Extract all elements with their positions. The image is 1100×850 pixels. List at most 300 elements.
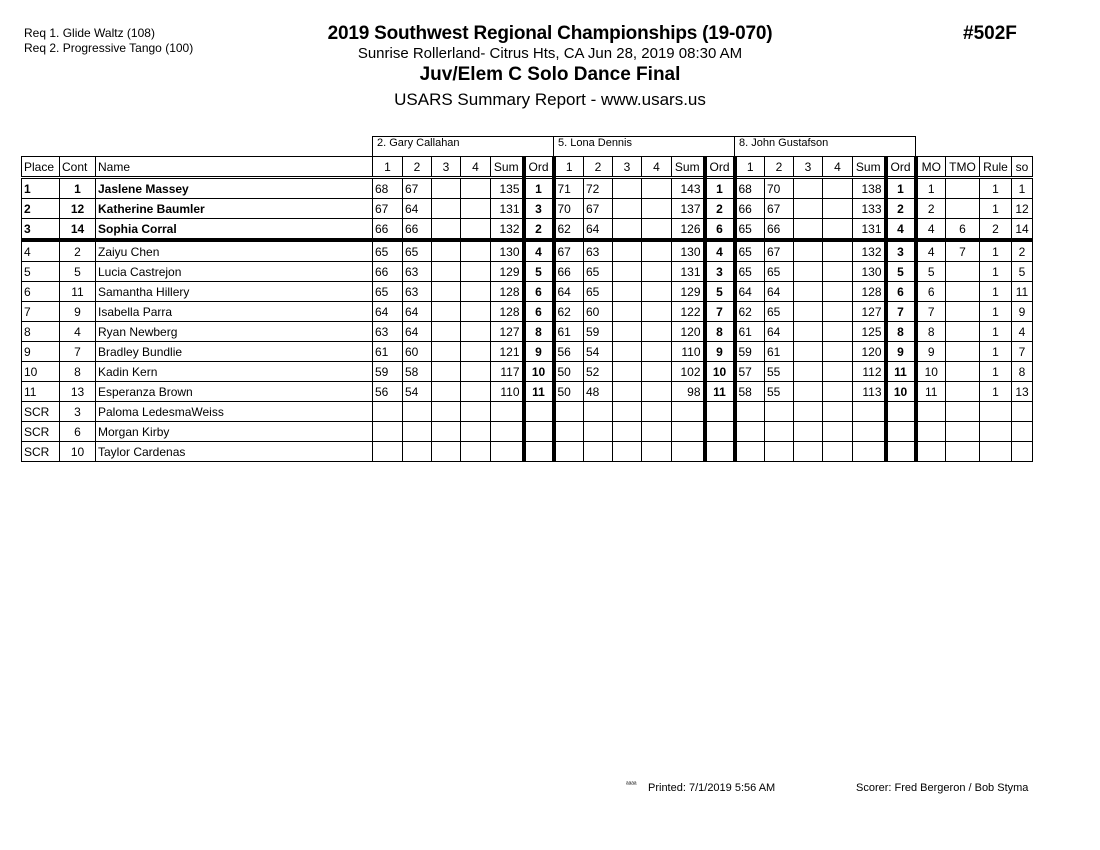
judge-1-sum: 129	[491, 262, 524, 282]
col-j1-2: 2	[403, 157, 432, 178]
judge-2-score-4	[642, 442, 672, 462]
judge-3-score-1: 62	[735, 302, 765, 322]
judge-1-ordinal: 2	[524, 219, 554, 241]
judge-3-score-2: 55	[765, 362, 794, 382]
judge-3-ordinal: 1	[886, 178, 916, 199]
judge-2-score-3	[613, 382, 642, 402]
judge-3-ordinal: 10	[886, 382, 916, 402]
judge-3-score-4	[823, 199, 853, 219]
so-cell: 2	[1012, 240, 1033, 262]
judge-3-sum: 125	[853, 322, 886, 342]
judge-3-score-2: 61	[765, 342, 794, 362]
judge-1-ordinal	[524, 422, 554, 442]
col-j1-4: 4	[461, 157, 491, 178]
skater-name-cell: Kadin Kern	[96, 362, 373, 382]
tmo-cell: 6	[946, 219, 980, 241]
judge-2-ordinal	[705, 442, 735, 462]
judge-1-score-4	[461, 442, 491, 462]
judge-1-score-2: 64	[403, 302, 432, 322]
judge-2-score-1: 62	[554, 219, 584, 241]
judge-2-score-2: 72	[584, 178, 613, 199]
judge-1-sum: 131	[491, 199, 524, 219]
judge-3-score-1: 61	[735, 322, 765, 342]
tmo-cell	[946, 282, 980, 302]
judge-2-score-1: 70	[554, 199, 584, 219]
judge-1-score-4	[461, 382, 491, 402]
table-row	[22, 362, 1033, 382]
judge-1-sum: 121	[491, 342, 524, 362]
tmo-cell	[946, 262, 980, 282]
rule-cell	[980, 442, 1012, 462]
judge-1-score-1: 65	[373, 282, 403, 302]
judge-2-score-3	[613, 262, 642, 282]
judge-2-ordinal: 9	[705, 342, 735, 362]
col-j2-4: 4	[642, 157, 672, 178]
col-tmo: TMO	[946, 157, 980, 178]
judge-2-sum: 130	[672, 240, 705, 262]
judge-1-score-1: 68	[373, 178, 403, 199]
skater-name-cell: Morgan Kirby	[96, 422, 373, 442]
tmo-cell	[946, 178, 980, 199]
judge-3-sum: 112	[853, 362, 886, 382]
judge-1-score-3	[432, 302, 461, 322]
place-cell: SCR	[22, 442, 60, 462]
cont-cell: 5	[60, 262, 96, 282]
judge-3-score-4	[823, 262, 853, 282]
tmo-cell	[946, 302, 980, 322]
judge-1-name: 2. Gary Callahan	[373, 137, 554, 157]
mo-cell	[916, 422, 946, 442]
cont-cell: 14	[60, 219, 96, 241]
table-row	[22, 219, 1033, 241]
judge-1-ordinal: 9	[524, 342, 554, 362]
judge-1-score-2: 64	[403, 322, 432, 342]
col-j3-ord: Ord	[886, 157, 916, 178]
judge-1-score-2: 67	[403, 178, 432, 199]
judge-3-score-1	[735, 422, 765, 442]
judge-3-ordinal: 7	[886, 302, 916, 322]
judge-3-score-3	[794, 402, 823, 422]
judge-1-sum: 128	[491, 302, 524, 322]
judge-2-score-1: 66	[554, 262, 584, 282]
judge-1-score-2: 65	[403, 240, 432, 262]
col-j1-1: 1	[373, 157, 403, 178]
judge-2-score-1: 50	[554, 362, 584, 382]
judge-1-score-2: 63	[403, 262, 432, 282]
judge-1-score-1: 66	[373, 262, 403, 282]
judge-2-ordinal: 4	[705, 240, 735, 262]
judge-3-sum: 113	[853, 382, 886, 402]
judge-1-sum: 117	[491, 362, 524, 382]
judge-1-ordinal: 3	[524, 199, 554, 219]
tmo-cell	[946, 322, 980, 342]
place-cell: 9	[22, 342, 60, 362]
skater-name-cell: Isabella Parra	[96, 302, 373, 322]
cont-cell: 8	[60, 362, 96, 382]
judge-1-score-1: 67	[373, 199, 403, 219]
mo-cell: 2	[916, 199, 946, 219]
judge-3-sum: 127	[853, 302, 886, 322]
judge-2-sum: 98	[672, 382, 705, 402]
judge-2-sum: 137	[672, 199, 705, 219]
judge-1-score-4	[461, 402, 491, 422]
so-cell: 5	[1012, 262, 1033, 282]
judge-2-score-2: 63	[584, 240, 613, 262]
judge-3-score-2: 64	[765, 322, 794, 342]
judge-3-sum	[853, 422, 886, 442]
judge-3-score-3	[794, 422, 823, 442]
tmo-cell	[946, 402, 980, 422]
judge-1-score-1	[373, 422, 403, 442]
mo-cell: 5	[916, 262, 946, 282]
tmo-cell	[946, 442, 980, 462]
col-name: Name	[96, 157, 373, 178]
mo-cell: 8	[916, 322, 946, 342]
judge-3-score-3	[794, 362, 823, 382]
judge-2-sum: 131	[672, 262, 705, 282]
judge-1-sum	[491, 422, 524, 442]
judge-3-ordinal	[886, 442, 916, 462]
tmo-cell	[946, 362, 980, 382]
so-cell: 12	[1012, 199, 1033, 219]
col-j1-ord: Ord	[524, 157, 554, 178]
table-row	[22, 302, 1033, 322]
cont-cell: 7	[60, 342, 96, 362]
judge-1-score-2: 66	[403, 219, 432, 241]
place-cell: 7	[22, 302, 60, 322]
judge-1-sum: 135	[491, 178, 524, 199]
judge-1-score-3	[432, 199, 461, 219]
table-row	[22, 442, 1033, 462]
judge-1-sum: 130	[491, 240, 524, 262]
place-cell: 2	[22, 199, 60, 219]
judge-3-ordinal: 4	[886, 219, 916, 241]
mo-cell: 4	[916, 240, 946, 262]
judge-1-score-1: 66	[373, 219, 403, 241]
judge-1-score-1: 59	[373, 362, 403, 382]
so-cell: 7	[1012, 342, 1033, 362]
place-cell: 8	[22, 322, 60, 342]
mo-cell	[916, 442, 946, 462]
report-title: USARS Summary Report - www.usars.us	[394, 90, 706, 109]
judge-3-score-4	[823, 219, 853, 241]
judge-1-sum: 132	[491, 219, 524, 241]
table-row	[22, 282, 1033, 302]
judge-2-score-1: 64	[554, 282, 584, 302]
judge-2-ordinal: 1	[705, 178, 735, 199]
skater-name-cell: Esperanza Brown	[96, 382, 373, 402]
judge-3-score-3	[794, 442, 823, 462]
rule-cell	[980, 422, 1012, 442]
judge-3-ordinal: 3	[886, 240, 916, 262]
judge-2-score-3	[613, 402, 642, 422]
skater-name-cell: Zaiyu Chen	[96, 240, 373, 262]
judge-2-score-3	[613, 342, 642, 362]
judge-3-score-2: 70	[765, 178, 794, 199]
judge-1-score-3	[432, 402, 461, 422]
judge-2-score-1: 71	[554, 178, 584, 199]
judge-2-score-3	[613, 219, 642, 241]
judge-3-score-1: 66	[735, 199, 765, 219]
judge-1-sum: 127	[491, 322, 524, 342]
col-so: so	[1012, 157, 1033, 178]
cont-cell: 11	[60, 282, 96, 302]
judge-1-score-3	[432, 178, 461, 199]
so-cell: 11	[1012, 282, 1033, 302]
judge-3-score-2: 67	[765, 199, 794, 219]
judge-1-score-2: 54	[403, 382, 432, 402]
judge-3-sum: 133	[853, 199, 886, 219]
judge-2-score-1: 56	[554, 342, 584, 362]
judge-1-score-4	[461, 240, 491, 262]
judge-3-score-1: 58	[735, 382, 765, 402]
judge-3-score-3	[794, 199, 823, 219]
judge-2-score-3	[613, 322, 642, 342]
judge-3-score-3	[794, 322, 823, 342]
judge-2-sum	[672, 442, 705, 462]
mo-cell: 9	[916, 342, 946, 362]
judge-1-score-2: 63	[403, 282, 432, 302]
judge-2-score-4	[642, 322, 672, 342]
judge-3-score-4	[823, 342, 853, 362]
judge-2-sum: 110	[672, 342, 705, 362]
judge-3-ordinal	[886, 422, 916, 442]
skater-name-cell: Jaslene Massey	[96, 178, 373, 199]
judge-2-score-2: 67	[584, 199, 613, 219]
judge-2-score-3	[613, 422, 642, 442]
judge-3-sum	[853, 442, 886, 462]
judge-3-score-2	[765, 422, 794, 442]
judge-2-score-3	[613, 302, 642, 322]
judge-3-score-2: 65	[765, 262, 794, 282]
judge-3-score-1: 57	[735, 362, 765, 382]
judge-2-score-2: 48	[584, 382, 613, 402]
judge-2-ordinal: 10	[705, 362, 735, 382]
judge-1-score-3	[432, 362, 461, 382]
judge-1-score-1: 65	[373, 240, 403, 262]
judge-3-sum: 138	[853, 178, 886, 199]
cont-cell: 4	[60, 322, 96, 342]
cont-cell: 6	[60, 422, 96, 442]
judge-2-sum: 129	[672, 282, 705, 302]
judge-2-score-3	[613, 362, 642, 382]
judge-2-score-2: 52	[584, 362, 613, 382]
table-row	[22, 402, 1033, 422]
col-j2-3: 3	[613, 157, 642, 178]
judge-1-score-4	[461, 322, 491, 342]
col-j2-2: 2	[584, 157, 613, 178]
judge-2-ordinal: 8	[705, 322, 735, 342]
col-j2-1: 1	[554, 157, 584, 178]
cont-cell: 9	[60, 302, 96, 322]
column-header-row	[22, 157, 1033, 178]
col-place: Place	[22, 157, 60, 178]
judge-1-score-2	[403, 422, 432, 442]
skater-name-cell: Samantha Hillery	[96, 282, 373, 302]
judge-1-score-3	[432, 282, 461, 302]
judge-3-score-2: 55	[765, 382, 794, 402]
judge-3-score-4	[823, 382, 853, 402]
judge-1-ordinal: 6	[524, 302, 554, 322]
judge-3-score-3	[794, 262, 823, 282]
judge-2-ordinal	[705, 402, 735, 422]
judge-1-score-3	[432, 422, 461, 442]
mo-cell: 7	[916, 302, 946, 322]
mo-cell: 11	[916, 382, 946, 402]
judge-3-score-2	[765, 402, 794, 422]
scorer-names: Scorer: Fred Bergeron / Bob Styma	[856, 782, 1029, 794]
judge-1-score-1	[373, 442, 403, 462]
judge-1-ordinal: 6	[524, 282, 554, 302]
judge-1-score-4	[461, 422, 491, 442]
judge-2-sum: 120	[672, 322, 705, 342]
skater-name-cell: Taylor Cardenas	[96, 442, 373, 462]
judge-2-score-1: 61	[554, 322, 584, 342]
judge-1-sum	[491, 442, 524, 462]
judge-3-score-1: 64	[735, 282, 765, 302]
judge-3-ordinal: 9	[886, 342, 916, 362]
judge-3-score-3	[794, 178, 823, 199]
judge-1-score-1: 63	[373, 322, 403, 342]
judge-3-sum: 130	[853, 262, 886, 282]
judge-1-sum	[491, 402, 524, 422]
judge-3-ordinal: 2	[886, 199, 916, 219]
judge-2-score-4	[642, 382, 672, 402]
judge-2-sum	[672, 422, 705, 442]
judge-2-ordinal: 5	[705, 282, 735, 302]
judge-2-score-4	[642, 342, 672, 362]
judge-2-score-4	[642, 240, 672, 262]
judge-1-score-3	[432, 342, 461, 362]
table-row	[22, 342, 1033, 362]
place-cell: 6	[22, 282, 60, 302]
judge-3-score-4	[823, 302, 853, 322]
so-cell: 9	[1012, 302, 1033, 322]
rule-cell: 1	[980, 322, 1012, 342]
col-j3-2: 2	[765, 157, 794, 178]
judge-1-score-4	[461, 362, 491, 382]
cont-cell: 1	[60, 178, 96, 199]
judge-2-score-3	[613, 240, 642, 262]
judge-3-score-4	[823, 442, 853, 462]
rule-cell: 1	[980, 199, 1012, 219]
judge-2-score-1: 62	[554, 302, 584, 322]
judge-2-score-1	[554, 402, 584, 422]
place-cell: 11	[22, 382, 60, 402]
judge-2-score-4	[642, 219, 672, 241]
judge-3-score-1	[735, 402, 765, 422]
col-j1-sum: Sum	[491, 157, 524, 178]
judge-2-score-2: 64	[584, 219, 613, 241]
table-row	[22, 262, 1033, 282]
judge-1-score-3	[432, 219, 461, 241]
tmo-cell	[946, 382, 980, 402]
cont-cell: 3	[60, 402, 96, 422]
col-j1-3: 3	[432, 157, 461, 178]
judge-1-ordinal: 11	[524, 382, 554, 402]
judge-3-score-1: 59	[735, 342, 765, 362]
place-cell: SCR	[22, 402, 60, 422]
printed-timestamp: Printed: 7/1/2019 5:56 AM	[648, 782, 776, 794]
table-row	[22, 199, 1033, 219]
col-j3-3: 3	[794, 157, 823, 178]
judge-3-score-1: 68	[735, 178, 765, 199]
judge-1-score-3	[432, 442, 461, 462]
skater-name-cell: Sophia Corral	[96, 219, 373, 241]
judge-2-score-2: 60	[584, 302, 613, 322]
event-number: #502F	[963, 23, 1017, 44]
judge-2-score-4	[642, 199, 672, 219]
rule-cell: 1	[980, 178, 1012, 199]
judge-1-score-4	[461, 178, 491, 199]
judge-2-ordinal	[705, 422, 735, 442]
results-table	[21, 136, 1033, 462]
judge-3-score-1: 65	[735, 240, 765, 262]
judge-3-sum: 132	[853, 240, 886, 262]
tmo-cell	[946, 422, 980, 442]
judge-3-score-3	[794, 382, 823, 402]
judge-1-score-4	[461, 219, 491, 241]
mo-cell: 4	[916, 219, 946, 241]
table-row	[22, 322, 1033, 342]
judge-3-score-2: 64	[765, 282, 794, 302]
judge-3-score-3	[794, 219, 823, 241]
judge-2-score-1: 50	[554, 382, 584, 402]
judge-3-score-4	[823, 240, 853, 262]
table-row	[22, 422, 1033, 442]
judge-2-score-2	[584, 422, 613, 442]
skater-name-cell: Paloma LedesmaWeiss	[96, 402, 373, 422]
judge-3-sum: 120	[853, 342, 886, 362]
judge-1-score-4	[461, 302, 491, 322]
requirement-1: Req 1. Glide Waltz (108)	[24, 26, 155, 40]
judge-3-score-4	[823, 402, 853, 422]
judge-3-sum: 128	[853, 282, 886, 302]
judge-1-score-4	[461, 282, 491, 302]
judge-2-score-2: 65	[584, 262, 613, 282]
judge-1-score-1	[373, 402, 403, 422]
judge-3-ordinal	[886, 402, 916, 422]
judge-3-score-3	[794, 342, 823, 362]
so-cell: 4	[1012, 322, 1033, 342]
footer-code: ᵃᵃᵃᵃ	[626, 781, 637, 788]
judge-1-ordinal: 8	[524, 322, 554, 342]
mo-cell: 10	[916, 362, 946, 382]
judge-1-score-4	[461, 262, 491, 282]
judge-3-score-1: 65	[735, 219, 765, 241]
judge-2-score-3	[613, 178, 642, 199]
judge-1-score-1: 56	[373, 382, 403, 402]
col-j3-1: 1	[735, 157, 765, 178]
judge-1-score-2	[403, 402, 432, 422]
judge-1-score-3	[432, 240, 461, 262]
so-cell: 8	[1012, 362, 1033, 382]
tmo-cell: 7	[946, 240, 980, 262]
mo-cell: 6	[916, 282, 946, 302]
judge-1-sum: 110	[491, 382, 524, 402]
judge-3-score-3	[794, 302, 823, 322]
judge-2-sum: 126	[672, 219, 705, 241]
place-cell: 1	[22, 178, 60, 199]
judge-2-score-2	[584, 402, 613, 422]
rule-cell: 2	[980, 219, 1012, 241]
judge-3-ordinal: 6	[886, 282, 916, 302]
judge-2-ordinal: 11	[705, 382, 735, 402]
judge-2-name: 5. Lona Dennis	[554, 137, 735, 157]
cont-cell: 13	[60, 382, 96, 402]
location-datetime: Sunrise Rollerland- Citrus Hts, CA Jun 28, 2019 08:30 AM	[357, 45, 743, 62]
rule-cell: 1	[980, 302, 1012, 322]
